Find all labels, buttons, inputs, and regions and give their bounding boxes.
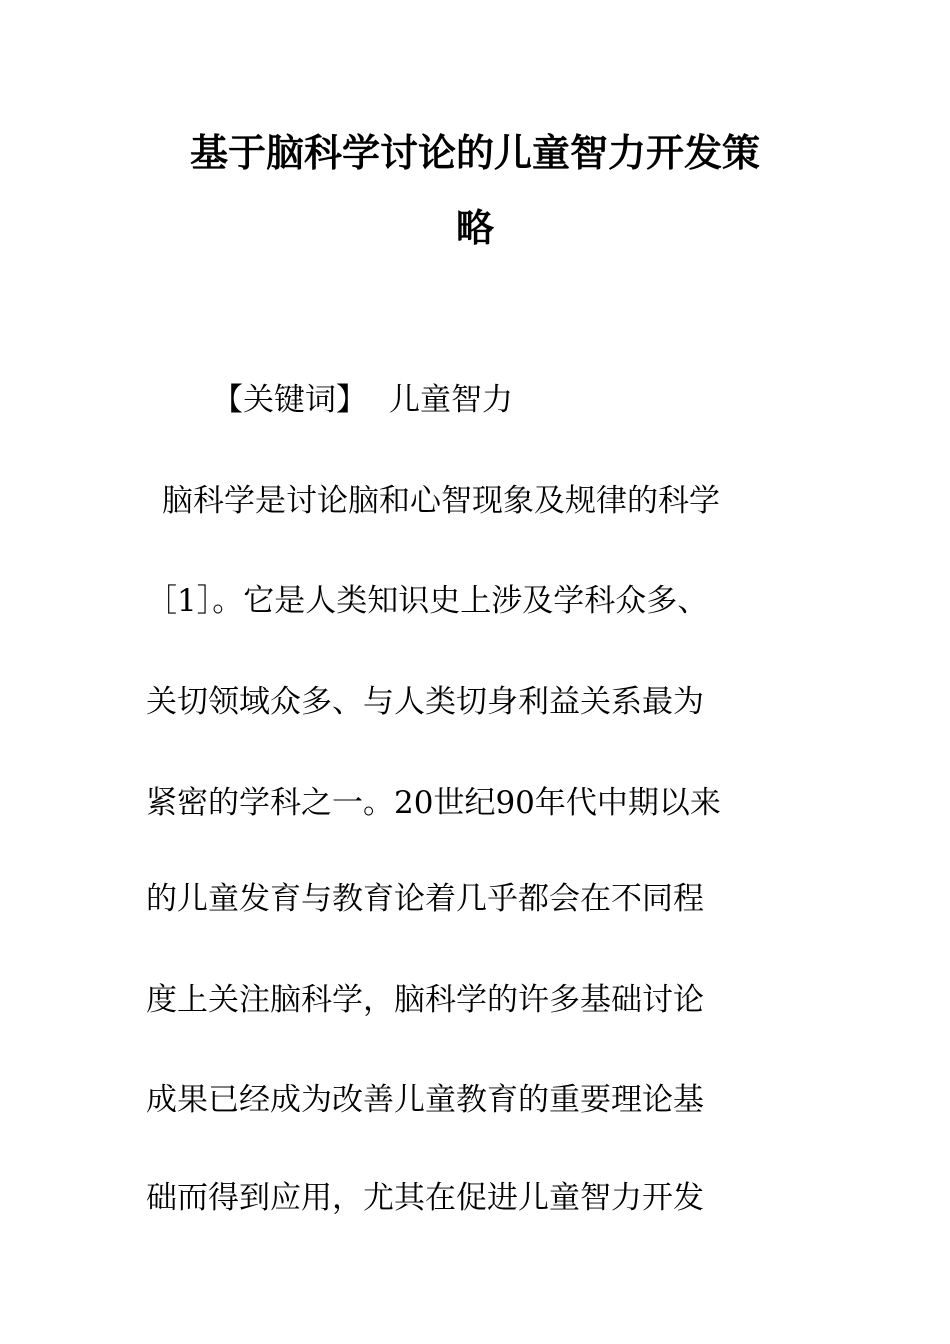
document-title-line-1: 基于脑科学讨论的儿童智力开发策: [189, 131, 760, 175]
body-text-line-2: ［1］。它是人类知识史上涉及学科众多、: [146, 583, 709, 619]
body-text-line-8: 础而得到应用，尤其在促进儿童智力开发: [146, 1180, 704, 1216]
keywords-value: 儿童智力: [389, 382, 513, 418]
keywords-line: [212, 381, 513, 419]
body-text-line-1: 脑科学是讨论脑和心智现象及规律的科学: [162, 483, 720, 519]
body-text-line-4: 紧密的学科之一。20世纪90年代中期以来: [146, 785, 721, 821]
body-text-line-5: 的儿童发育与教育论着几乎都会在不同程: [146, 881, 704, 917]
body-text-line-6: 度上关注脑科学，脑科学的许多基础讨论: [146, 982, 704, 1018]
body-text-line-7: 成果已经成为改善儿童教育的重要理论基: [146, 1082, 704, 1118]
document-title-line-2: 略: [455, 206, 494, 250]
body-text-line-3: 关切领域众多、与人类切身利益关系最为: [146, 684, 704, 720]
keywords-label: 【关键词】: [212, 382, 367, 418]
